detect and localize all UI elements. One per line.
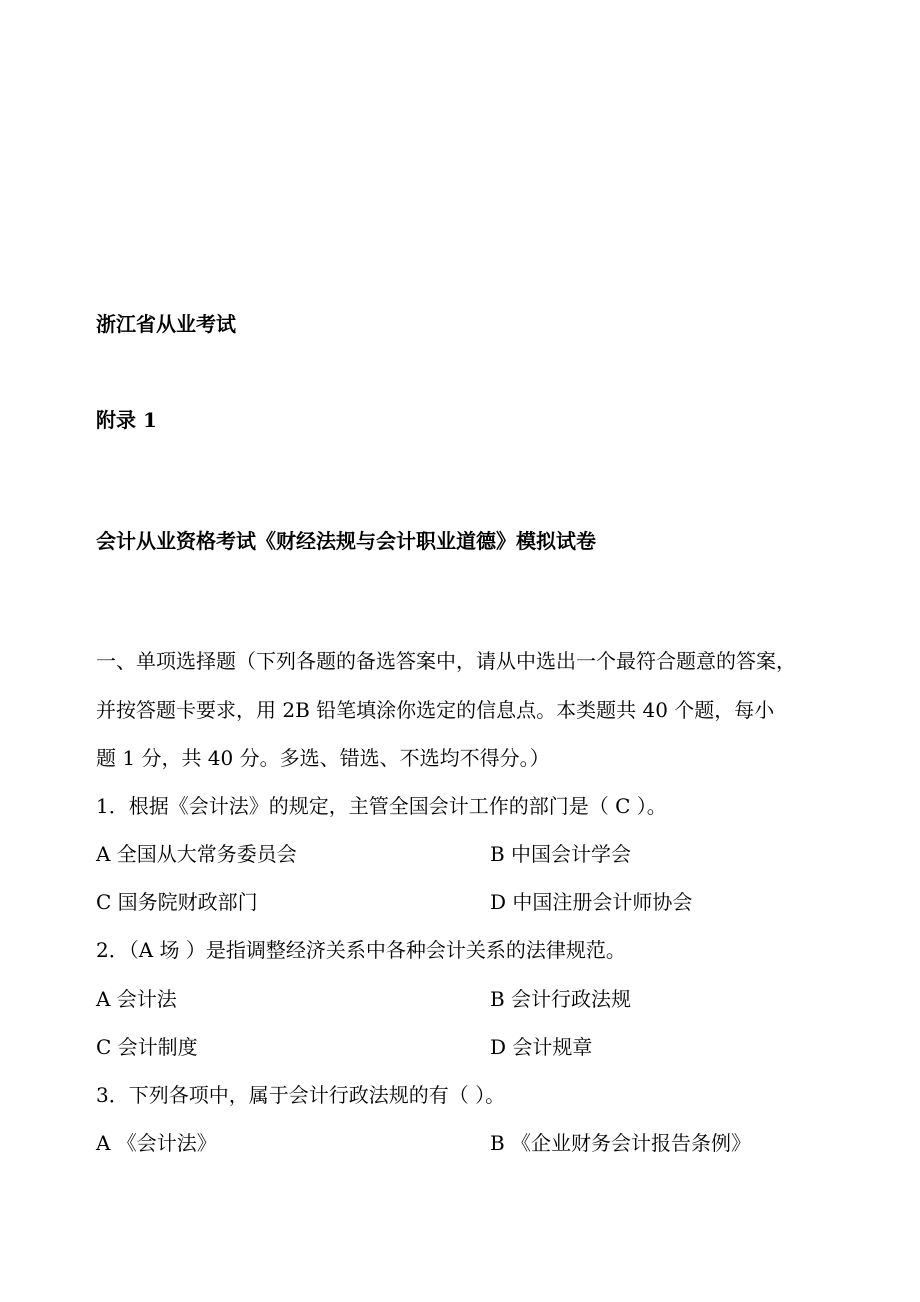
question-2-option-d: D 会计规章 (490, 1035, 593, 1059)
question-3-option-b: B 《企业财务会计报告条例》 (490, 1131, 752, 1155)
section-instructions-line-3: 题 1 分，共 40 分。多选、错选、不选均不得分。） (96, 746, 550, 770)
question-3-option-a: A 《会计法》 (96, 1131, 217, 1155)
question-2-option-b: B 会计行政法规 (490, 987, 632, 1011)
question-1-option-a: A 全国从大常务委员会 (96, 842, 297, 866)
question-2-option-a: A 会计法 (96, 987, 177, 1011)
question-1-option-c: C 国务院财政部门 (96, 890, 258, 914)
appendix-label: 附录 1 (96, 408, 157, 432)
question-1-option-d: D 中国注册会计师协会 (490, 890, 693, 914)
question-2-option-c: C 会计制度 (96, 1035, 198, 1059)
question-3-stem: 3．下列各项中，属于会计行政法规的有（ ）。 (96, 1083, 506, 1107)
exam-title: 会计从业资格考试《财经法规与会计职业道德》模拟试卷 (96, 529, 596, 553)
question-2-stem: 2．（A 场 ）是指调整经济关系中各种会计关系的法律规范。 (96, 938, 626, 962)
section-instructions-line-1: 一、单项选择题（下列各题的备选答案中，请从中选出一个最符合题意的答案， (96, 649, 796, 673)
section-instructions-line-2: 并按答题卡要求，用 2B 铅笔填涂你选定的信息点。本类题共 40 个题，每小 (96, 698, 775, 722)
question-1-stem: 1．根据《会计法》的规定，主管全国会计工作的部门是（ C ）。 (96, 794, 667, 818)
document-title: 浙江省从业考试 (96, 312, 236, 336)
question-1-option-b: B 中国会计学会 (490, 842, 632, 866)
